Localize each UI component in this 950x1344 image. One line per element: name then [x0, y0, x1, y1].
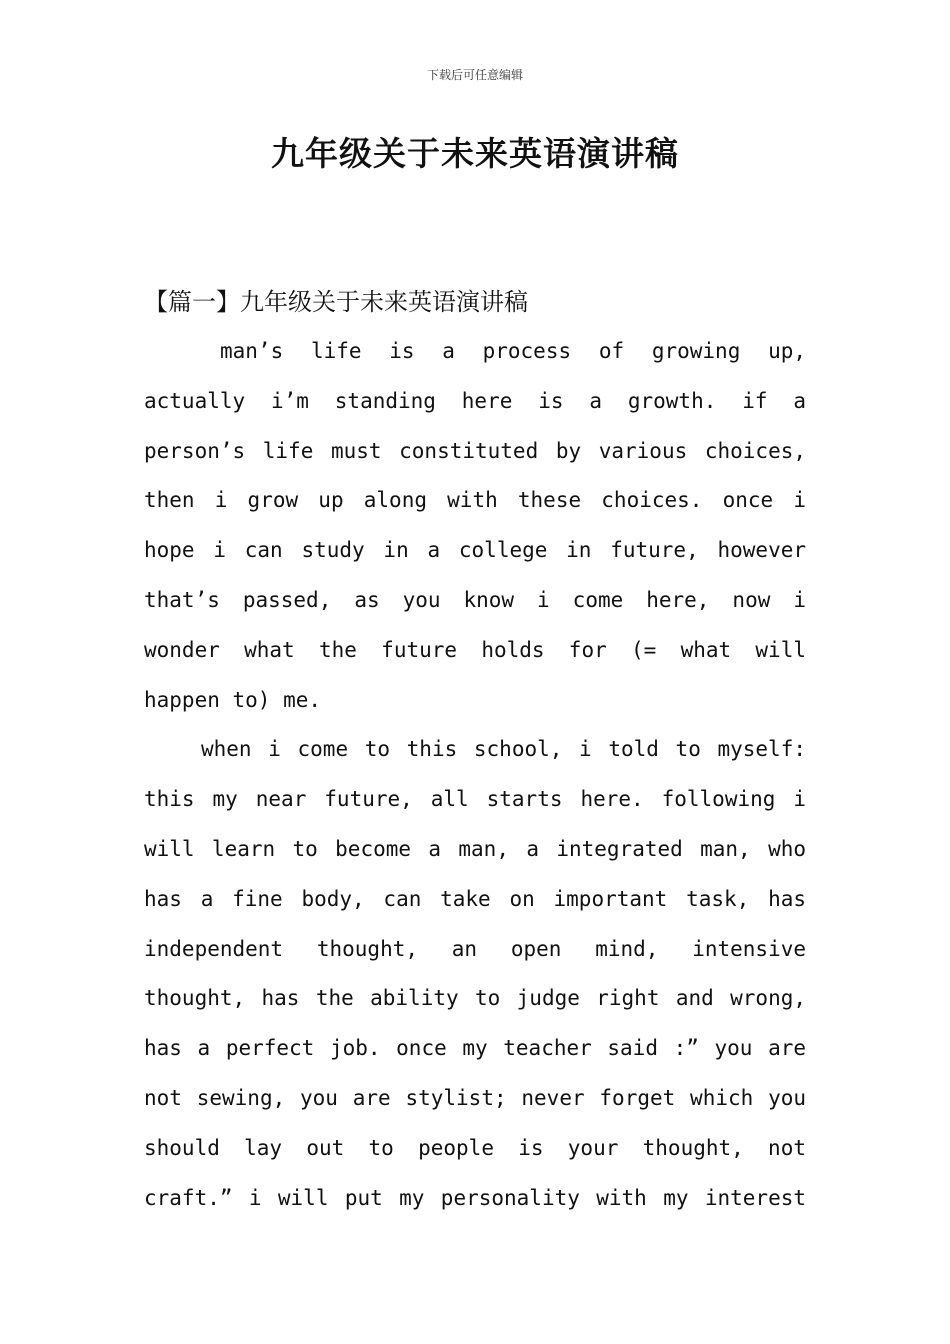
paragraph-1-line-7: wonder what the future holds for (= what will [144, 637, 806, 662]
paragraph-2-line-10: craft.” i will put my personality with my interest [144, 1185, 806, 1210]
paragraph-1-line-2: actually i’m standing here is a growth. if a [144, 388, 806, 413]
paragraph-2-line-8: not sewing, you are stylist; never forget which you [144, 1085, 806, 1110]
body-text [144, 327, 806, 1223]
paragraph-1-line-1: man’s life is a process of growing up, [220, 339, 806, 363]
paragraph-1-line-8: happen to) me. [144, 687, 322, 712]
header-note: 下载后可任意编辑 [426, 68, 523, 82]
paragraph-2-line-3: will learn to become a man, a integrated man, who [144, 836, 806, 861]
paragraph-2-line-6: thought, has the ability to judge right and wrong, [144, 986, 806, 1011]
paragraph-2-line-1: when i come to this school, i told to myself: [201, 737, 806, 762]
section-heading: 【篇一】九年级关于未来英语演讲稿 [144, 288, 528, 316]
paragraph-2-line-2: this my near future, all starts here. following i [144, 787, 806, 812]
paragraph-1-line-6: that’s passed, as you know i come here, now i [144, 587, 806, 612]
paragraph-1-line-3: person’s life must constituted by various choices, [144, 438, 806, 463]
paragraph-1-line-4: then i grow up along with these choices. once i [144, 488, 806, 513]
paragraph-2-line-9: should lay out to people is your thought, not [144, 1135, 806, 1160]
paragraph-2-line-7: has a perfect job. once my teacher said :” you are [144, 1036, 806, 1061]
paragraph-2-line-4: has a fine body, can take on important task, has [144, 886, 806, 911]
paragraph-2-line-5: independent thought, an open mind, intensive [144, 936, 806, 961]
paragraph-1-line-5: hope i can study in a college in future, however [144, 538, 806, 563]
document-title: 九年级关于未来英语演讲稿 [271, 134, 679, 173]
